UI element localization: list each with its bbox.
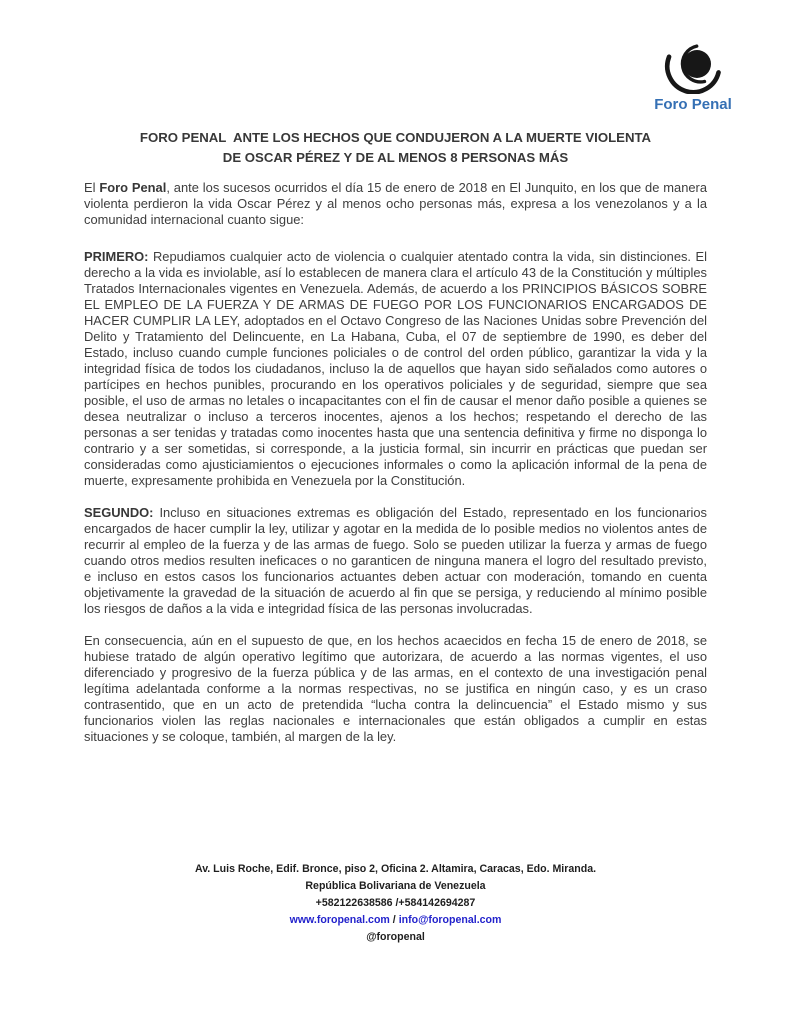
segundo-lead: SEGUNDO: — [84, 505, 154, 520]
logo-wordmark: Foro Penal — [654, 96, 732, 113]
link-separator: / — [389, 914, 399, 926]
footer-phones: +582122638586 /+584142694287 — [315, 897, 476, 909]
primero-text: Repudiamos cualquier acto de violencia o cualquier atentado contra la vida, sin distinciones. El derecho a la vida es inviolable, así lo establecen de manera clara el artículo 43 de la Constitución y múltiples Tratados Internacionales vigentes en Venezuela. Además, de acuerdo a los PRINCIPIOS BÁSICOS SOBRE EL EMPLEO DE LA FUERZA Y DE ARMAS DE FUEGO POR LOS FUNCIONARIOS ENCARGADOS DE HACER CUMPLIR LA LEY, adoptados en el Octavo Congreso de las Naciones Unidas sobre Prevención del Delito y Tratamiento del Delincuente, en La Habana, Cuba, el 07 de septiembre de 1990, es deber del Estado, incluso cuando cumple funciones policiales o de control del orden público, garantizar la vida y la integridad física de todos los ciudadanos, incluso la de aquellos que hayan sido señalados como autores o partícipes en hechos punibles, procurando en los operativos policiales y de seguridad, siempre que sea posible, el uso de armas no letales o incapacitantes con el fin de causar el menor daño posible a quienes se desea neutralizar o incluso a terceros inocentes, ajenos a los hechos; respetando el derecho de las personas a ser tenidas y tratadas como inocentes hasta que una sentencia definitiva y firme no disponga lo contrario y a ser sometidas, si corresponde, a la justicia formal, sin incurrir en prácticas que puedan ser consideradas como ajusticiamientos o ejecuciones informales o como la aplicación informal de la pena de muerte, expresamente prohibida en Venezuela por la Constitución. — [84, 249, 707, 488]
eclipse-logo-icon — [653, 44, 733, 94]
title-line-1: FORO PENAL ANTE LOS HECHOS QUE CONDUJERON A LA MUERTE VIOLENTA — [139, 130, 652, 145]
closing-paragraph: En consecuencia, aún en el supuesto de que, en los hechos acaecidos en fecha 15 de enero de 2018, se hubiese tratado de algún operativo legítimo que autorizara, de acuerdo a las normas vigentes, el uso diferenciado y progresivo de la fuerza pública y de las armas, en el contexto de una investigación penal legítima adelantada conforme a la normas respectivas, no se justifica en ningún caso, y es un craso contrasentido, que en un acto de pretendida “lucha contra la delincuencia” el Estado mismo y sus funcionarios violen las reglas nacionales e internacionales que están obligados a cumplir en estas situaciones y se coloque, también, al margen de la ley. — [84, 633, 707, 744]
email-link[interactable]: info@foropenal.com — [398, 914, 502, 926]
footer — [0, 861, 791, 946]
intro-pre: El — [84, 180, 100, 195]
document-body — [0, 128, 791, 745]
intro-paragraph — [84, 180, 707, 228]
paragraph-primero — [84, 249, 707, 489]
title-line-2: DE OSCAR PÉREZ Y DE AL MENOS 8 PERSONAS MÁS — [222, 149, 569, 165]
footer-links-line — [0, 912, 791, 929]
website-link[interactable]: www.foropenal.com — [289, 914, 390, 926]
paragraph-segundo — [84, 505, 707, 617]
segundo-text: Incluso en situaciones extremas es obligación del Estado, representado en los funcionarios encargados de hacer cumplir la ley, utilizar y agotar en la medida de lo posible medios no violentos antes de recurrir al empleo de la fuerza y de las armas de fuego. Solo se pueden utilizar la fuerza y armas de fuego cuando otros medios resulten ineficaces o no garanticen de ninguna manera el logro del resultado previsto, e incluso en estos casos los funcionarios actuantes deben actuar con moderación, tomando en cuenta objetivamente la gravedad de la situación de acuerdo al fin que se persiga, y reduciendo al mínimo posible los riesgos de daños a la vida e integridad física de las personas involucradas. — [84, 505, 707, 616]
intro-brand-name: Foro Penal — [99, 180, 167, 195]
document-title — [84, 128, 707, 167]
footer-social-handle: @foropenal — [366, 931, 425, 943]
foro-penal-logo — [647, 44, 739, 113]
footer-address: Av. Luis Roche, Edif. Bronce, piso 2, Oficina 2. Altamira, Caracas, Edo. Miranda. — [194, 863, 597, 875]
intro-rest: , ante los sucesos ocurridos el día 15 de enero de 2018 en El Junquito, en los que de manera violenta perdieron la vida Oscar Pérez y al menos ocho personas más, expresa a los venezolanos y a la comunidad internacional cuanto sigue: — [84, 180, 707, 227]
primero-lead: PRIMERO: — [84, 249, 149, 264]
footer-country: República Bolivariana de Venezuela — [305, 880, 486, 892]
